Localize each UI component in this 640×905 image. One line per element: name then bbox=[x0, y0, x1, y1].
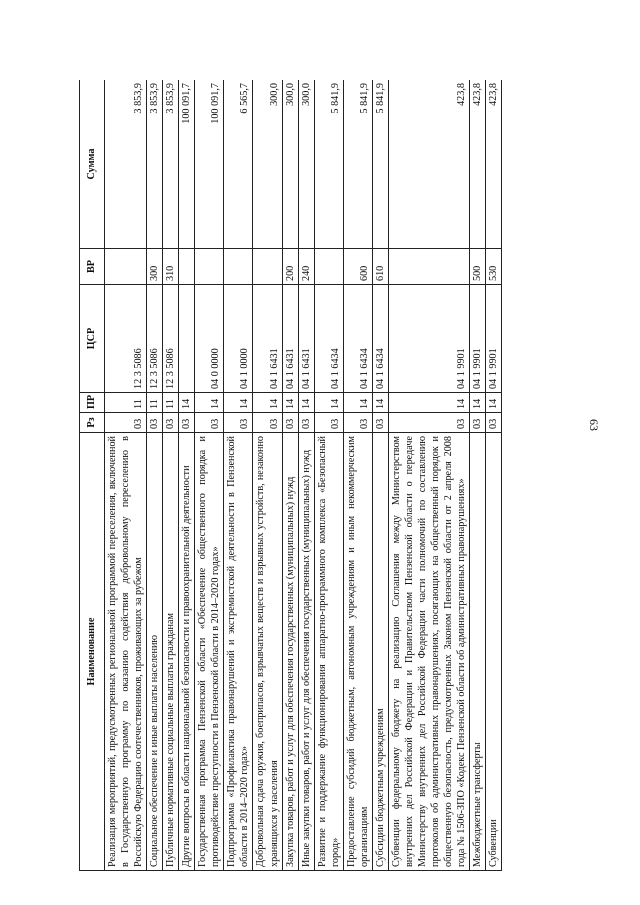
row-rz: 03 bbox=[486, 413, 502, 433]
row-sum: 3 853,9 bbox=[147, 80, 163, 249]
header-name: Наименование bbox=[80, 433, 105, 871]
row-pr: 14 bbox=[470, 393, 486, 413]
table-row bbox=[282, 80, 298, 871]
budget-table bbox=[79, 80, 502, 871]
row-sum: 423,8 bbox=[388, 80, 469, 249]
row-pr: 14 bbox=[314, 393, 343, 413]
row-csr: 04 0 0000 bbox=[195, 285, 224, 393]
table-row bbox=[372, 80, 388, 871]
row-vr bbox=[314, 249, 343, 285]
row-vr: 310 bbox=[163, 249, 179, 285]
table-row bbox=[224, 80, 253, 871]
row-sum: 423,8 bbox=[486, 80, 502, 249]
row-sum: 5 841,9 bbox=[343, 80, 372, 249]
row-csr: 04 1 6434 bbox=[343, 285, 372, 393]
table-row bbox=[253, 80, 282, 871]
table-row bbox=[147, 80, 163, 871]
row-sum: 6 565,7 bbox=[224, 80, 253, 249]
rotated-page-area bbox=[79, 80, 543, 871]
row-name: Субвенции bbox=[486, 433, 502, 871]
table-row bbox=[195, 80, 224, 871]
row-vr: 530 bbox=[486, 249, 502, 285]
row-name: Другие вопросы в области национальной безопасности и правоохранительной деятельности bbox=[179, 433, 195, 871]
row-csr: 12 3 5086 bbox=[147, 285, 163, 393]
table-row bbox=[105, 80, 147, 871]
row-rz: 03 bbox=[179, 413, 195, 433]
row-csr: 04 1 6434 bbox=[314, 285, 343, 393]
row-sum: 300,0 bbox=[298, 80, 314, 249]
table-header-row bbox=[80, 80, 105, 871]
row-rz: 03 bbox=[388, 413, 469, 433]
row-rz: 03 bbox=[343, 413, 372, 433]
row-vr bbox=[179, 249, 195, 285]
row-vr: 600 bbox=[343, 249, 372, 285]
row-name: Развитие и поддержание функционирования аппаратно-программного комплекса «Безопасный город» bbox=[314, 433, 343, 871]
header-sum: Сумма bbox=[80, 80, 105, 249]
row-sum: 423,8 bbox=[470, 80, 486, 249]
row-vr: 610 bbox=[372, 249, 388, 285]
row-name: Добровольная сдача оружия, боеприпасов, взрывчатых веществ и взрывных устройств, незаконно хранящихся у населения bbox=[253, 433, 282, 871]
header-vr: ВР bbox=[80, 249, 105, 285]
row-name: Государственная программа Пензенской области «Обеспечение общественного порядка и противодействие преступности в Пензенской области в 2014–2020 годах» bbox=[195, 433, 224, 871]
row-sum: 100 091,7 bbox=[195, 80, 224, 249]
table-row bbox=[163, 80, 179, 871]
row-sum: 5 841,9 bbox=[372, 80, 388, 249]
row-vr bbox=[253, 249, 282, 285]
row-csr: 04 1 0000 bbox=[224, 285, 253, 393]
row-rz: 03 bbox=[224, 413, 253, 433]
row-rz: 03 bbox=[253, 413, 282, 433]
row-rz: 03 bbox=[298, 413, 314, 433]
row-sum: 100 091,7 bbox=[179, 80, 195, 249]
table-row bbox=[486, 80, 502, 871]
row-csr: 04 1 6431 bbox=[282, 285, 298, 393]
row-pr: 14 bbox=[282, 393, 298, 413]
row-csr: 04 1 6434 bbox=[372, 285, 388, 393]
row-name: Предоставление субсидий бюджетным, автономным учреждениям и иным некоммерческим организациям bbox=[343, 433, 372, 871]
row-pr: 14 bbox=[388, 393, 469, 413]
row-pr: 11 bbox=[163, 393, 179, 413]
row-pr: 14 bbox=[253, 393, 282, 413]
row-csr: 04 1 9901 bbox=[486, 285, 502, 393]
row-vr bbox=[195, 249, 224, 285]
row-pr: 11 bbox=[105, 393, 147, 413]
header-csr: ЦСР bbox=[80, 285, 105, 393]
row-name: Социальное обеспечение и иные выплаты населению bbox=[147, 433, 163, 871]
row-csr: 04 1 6431 bbox=[298, 285, 314, 393]
row-csr: 04 1 6431 bbox=[253, 285, 282, 393]
row-rz: 03 bbox=[372, 413, 388, 433]
row-name: Реализация мероприятий, предусмотренных региональной программой переселения, включенной в Государственную программу по оказанию содействия добровольному переселению в Российскую Федерацию соотечественников, проживающих за рубежом bbox=[105, 433, 147, 871]
row-name: Публичные нормативные социальные выплаты гражданам bbox=[163, 433, 179, 871]
row-pr: 14 bbox=[195, 393, 224, 413]
row-rz: 03 bbox=[470, 413, 486, 433]
row-csr: 04 1 9901 bbox=[470, 285, 486, 393]
row-sum: 3 853,9 bbox=[105, 80, 147, 249]
row-vr: 200 bbox=[282, 249, 298, 285]
row-name: Подпрограмма «Профилактика правонарушений и экстремистской деятельности в Пензенской области в 2014–2020 годах» bbox=[224, 433, 253, 871]
table-row bbox=[343, 80, 372, 871]
row-sum: 300,0 bbox=[253, 80, 282, 249]
row-name: Субсидии бюджетным учреждениям bbox=[372, 433, 388, 871]
row-csr: 12 3 5086 bbox=[163, 285, 179, 393]
page-number: 63 bbox=[587, 419, 601, 431]
row-vr: 500 bbox=[470, 249, 486, 285]
row-rz: 03 bbox=[195, 413, 224, 433]
row-rz: 03 bbox=[163, 413, 179, 433]
row-rz: 03 bbox=[105, 413, 147, 433]
row-name: Субвенции федеральному бюджету на реализацию Соглашения между Министерством внутренних дел Российской Федерации и Правительством Пензенской области о передаче Министерству внутренних дел Российской Федерации части полномочий по составлению протоколов об административных правонарушениях, посягающих на общественный порядок и общественную безопасность, предусмотренных Законом Пензенской области от 2 апреля 2008 года № 1506-ЗПО «Кодекс Пензенской области об административных правонарушениях» bbox=[388, 433, 469, 871]
row-csr: 12 3 5086 bbox=[105, 285, 147, 393]
table-row bbox=[388, 80, 469, 871]
row-vr bbox=[105, 249, 147, 285]
row-vr bbox=[224, 249, 253, 285]
row-pr: 14 bbox=[224, 393, 253, 413]
table-row bbox=[470, 80, 486, 871]
row-pr: 11 bbox=[147, 393, 163, 413]
row-pr: 14 bbox=[372, 393, 388, 413]
row-rz: 03 bbox=[314, 413, 343, 433]
row-name: Закупка товаров, работ и услуг для обеспечения государственных (муниципальных) нужд bbox=[282, 433, 298, 871]
row-pr: 14 bbox=[298, 393, 314, 413]
table-row bbox=[314, 80, 343, 871]
row-vr: 300 bbox=[147, 249, 163, 285]
row-vr: 240 bbox=[298, 249, 314, 285]
row-csr: 04 1 9901 bbox=[388, 285, 469, 393]
row-vr bbox=[388, 249, 469, 285]
row-pr: 14 bbox=[486, 393, 502, 413]
row-sum: 5 841,9 bbox=[314, 80, 343, 249]
header-pr: ПР bbox=[80, 393, 105, 413]
row-pr: 14 bbox=[343, 393, 372, 413]
header-rz: Рз bbox=[80, 413, 105, 433]
row-name: Иные закупки товаров, работ и услуг для обеспечения государственных (муниципальных) нужд bbox=[298, 433, 314, 871]
table-row bbox=[179, 80, 195, 871]
row-pr: 14 bbox=[179, 393, 195, 413]
row-name: Межбюджетные трансферты bbox=[470, 433, 486, 871]
row-sum: 300,0 bbox=[282, 80, 298, 249]
row-sum: 3 853,9 bbox=[163, 80, 179, 249]
row-csr bbox=[179, 285, 195, 393]
row-rz: 03 bbox=[282, 413, 298, 433]
rotated-content bbox=[79, 80, 543, 871]
row-rz: 03 bbox=[147, 413, 163, 433]
table-row bbox=[298, 80, 314, 871]
